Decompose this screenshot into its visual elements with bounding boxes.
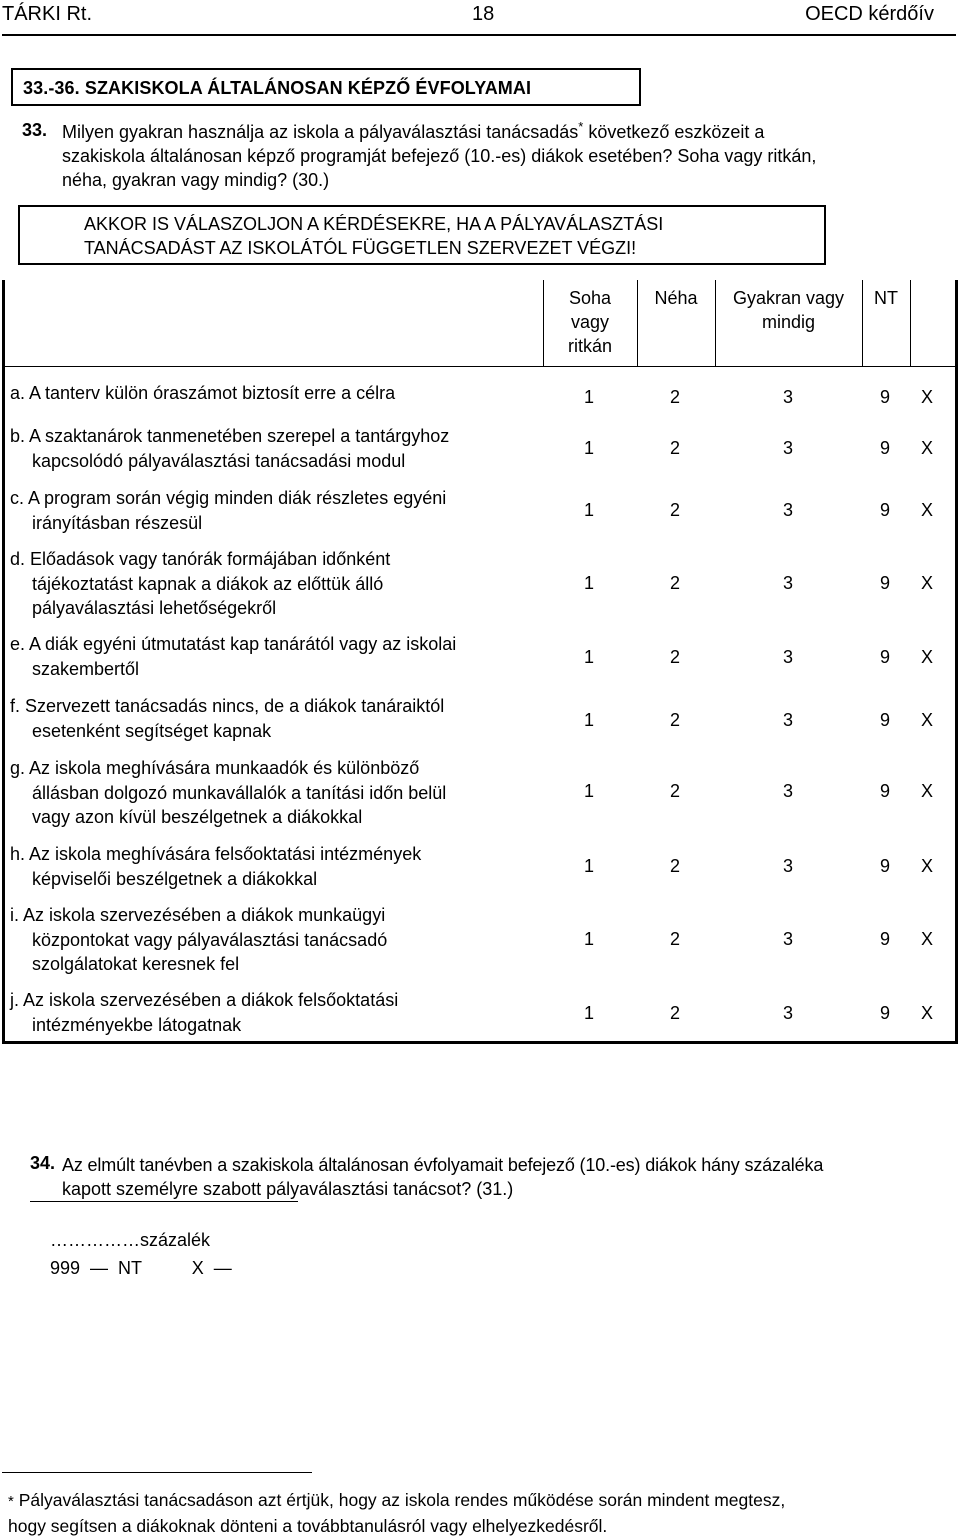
- response-code-option[interactable]: 3: [783, 929, 794, 949]
- q33-text-line1: Milyen gyakran használja az iskola a pályaválasztási tanácsadás* következő eszközeit a: [62, 119, 765, 142]
- response-code-option[interactable]: 9: [880, 500, 891, 520]
- response-code-option[interactable]: X: [921, 387, 934, 407]
- item-text-line: a. A tanterv külön óraszámot biztosít erre a célra: [10, 383, 396, 403]
- response-code-option[interactable]: 9: [880, 647, 891, 667]
- q34-answer-blank[interactable]: ……………százalék: [50, 1230, 211, 1250]
- header-rule: [2, 34, 956, 36]
- table-row-item: [10, 842, 540, 891]
- item-text-line: vagy azon kívül beszélgetnek a diákokkal: [32, 807, 363, 827]
- response-code-option[interactable]: X: [921, 500, 934, 520]
- item-text-line: irányításban részesül: [32, 512, 203, 533]
- response-code-option[interactable]: 1: [584, 438, 595, 458]
- response-code-option[interactable]: X: [921, 856, 934, 876]
- header-row-divider: [2, 366, 958, 367]
- response-code-option[interactable]: 1: [584, 710, 595, 730]
- page-number: 18: [472, 3, 495, 25]
- response-code-option[interactable]: 3: [783, 387, 794, 407]
- table-row-item: [10, 486, 540, 535]
- response-code-option[interactable]: 1: [584, 500, 595, 520]
- item-text-line: központokat vagy pályaválasztási tanácsadó: [32, 929, 388, 950]
- response-code-option[interactable]: X: [921, 1003, 934, 1023]
- response-code-option[interactable]: X: [921, 647, 934, 667]
- response-code-option[interactable]: 2: [670, 1003, 681, 1023]
- item-text-line: d. Előadások vagy tanórák formájában időnként: [10, 549, 391, 569]
- section-title-box: [11, 68, 641, 106]
- response-code-option[interactable]: 9: [880, 438, 891, 458]
- section-title: 33.-36. SZAKISKOLA ÁLTALÁNOSAN KÉPZŐ ÉVFOLYAMAI: [23, 78, 532, 98]
- response-code-option[interactable]: 2: [670, 710, 681, 730]
- response-code-option[interactable]: 2: [670, 573, 681, 593]
- response-code-option[interactable]: X: [921, 929, 934, 949]
- response-code-option[interactable]: X: [921, 781, 934, 801]
- table-row-item: [10, 988, 540, 1037]
- response-code-option[interactable]: 2: [670, 438, 681, 458]
- response-code-option[interactable]: 1: [584, 647, 595, 667]
- response-code-option[interactable]: 2: [670, 500, 681, 520]
- table-row-item: [10, 903, 540, 977]
- table-row-item: [10, 547, 540, 621]
- header-left: TÁRKI Rt.: [2, 3, 93, 25]
- column-header-soha: Soha vagy ritkán: [567, 288, 612, 356]
- item-text-line: képviselői beszélgetnek a diákokkal: [32, 868, 318, 889]
- q34-text-line2: kapott személyre szabott pályaválasztási tanácsot? (31.): [62, 1179, 514, 1199]
- item-text-line: j. Az iskola szervezésében a diákok felsőoktatási: [10, 990, 399, 1010]
- q33-text-line2: szakiskola általánosan képző programját befejező (10.-es) diákok esetében? Soha vagy ritkán,: [62, 146, 817, 166]
- instruction-line2: TANÁCSADÁST AZ ISKOLÁTÓL FÜGGETLEN SZERVEZET VÉGZI!: [84, 238, 637, 258]
- item-text-line: e. A diák egyéni útmutatást kap tanárától vagy az iskolai: [10, 634, 457, 654]
- item-text-line: i. Az iskola szervezésében a diákok munkaügyi: [10, 905, 386, 925]
- response-code-option[interactable]: 1: [584, 856, 595, 876]
- q34-nt-option[interactable]: 999 — NT X —: [50, 1258, 232, 1278]
- column-header-neha: Néha: [654, 288, 698, 308]
- item-text-line: pályaválasztási lehetőségekről: [32, 598, 277, 618]
- response-code-option[interactable]: 2: [670, 856, 681, 876]
- response-code-option[interactable]: 9: [880, 387, 891, 407]
- q34-underline: [30, 1201, 298, 1202]
- q34-number: 34.: [30, 1153, 56, 1173]
- response-code-option[interactable]: 1: [584, 1003, 595, 1023]
- table-row-item: [10, 381, 540, 406]
- q33-text-line3: néha, gyakran vagy mindig? (30.): [62, 170, 330, 190]
- footnote-rule: [2, 1472, 312, 1473]
- instruction-line1: AKKOR IS VÁLASZOLJON A KÉRDÉSEKRE, HA A PÁLYAVÁLASZTÁSI: [84, 214, 664, 234]
- response-code-option[interactable]: 3: [783, 856, 794, 876]
- response-code-option[interactable]: 3: [783, 1003, 794, 1023]
- instruction-box: [18, 205, 826, 265]
- response-code-option[interactable]: 2: [670, 647, 681, 667]
- response-code-option[interactable]: 9: [880, 856, 891, 876]
- response-code-option[interactable]: 9: [880, 781, 891, 801]
- table-row-item: [10, 694, 540, 743]
- response-code-option[interactable]: 2: [670, 387, 681, 407]
- header-right: OECD kérdőív: [805, 3, 934, 25]
- response-code-option[interactable]: X: [921, 573, 934, 593]
- response-code-option[interactable]: 2: [670, 929, 681, 949]
- footnote-star-marker: *: [8, 1493, 14, 1510]
- response-code-option[interactable]: 9: [880, 710, 891, 730]
- item-text-line: állásban dolgozó munkavállalók a tanítási időn belül: [32, 782, 447, 803]
- response-code-option[interactable]: 9: [880, 929, 891, 949]
- footnote: * Pályaválasztási tanácsadáson azt értjük, hogy az iskola rendes működése során mindent megtesz, hogy segítsen a diákoknak dönteni a továbbtanulásról vagy elhelyezkedésről.: [8, 1490, 786, 1536]
- column-divider: [910, 280, 911, 366]
- item-text-line: g. Az iskola meghívására munkaadók és különböző: [10, 758, 420, 778]
- item-text-line: c. A program során végig minden diák részletes egyéni: [10, 488, 447, 508]
- response-code-option[interactable]: 9: [880, 1003, 891, 1023]
- response-code-option[interactable]: 3: [783, 438, 794, 458]
- response-code-option[interactable]: 2: [670, 781, 681, 801]
- response-code-option[interactable]: 3: [783, 647, 794, 667]
- response-code-option[interactable]: 3: [783, 781, 794, 801]
- q34-text-line1: Az elmúlt tanévben a szakiskola általánosan évfolyamait befejező (10.-es) diákok hány százaléka: [62, 1155, 824, 1175]
- column-header-gyakran: Gyakran vagy mindig: [732, 288, 845, 332]
- item-text-line: intézményekbe látogatnak: [32, 1014, 242, 1035]
- item-text-line: szakembertől: [32, 658, 140, 679]
- table-row-item: [10, 424, 540, 473]
- item-text-line: b. A szaktanárok tanmenetében szerepel a tantárgyhoz: [10, 426, 450, 446]
- item-text-line: kapcsolódó pályaválasztási tanácsadási modul: [32, 450, 406, 471]
- response-code-option[interactable]: 1: [584, 781, 595, 801]
- response-code-option[interactable]: X: [921, 438, 934, 458]
- response-code-option[interactable]: 9: [880, 573, 891, 593]
- response-code-option[interactable]: 1: [584, 929, 595, 949]
- item-text-line: h. Az iskola meghívására felsőoktatási intézmények: [10, 844, 422, 864]
- response-code-option[interactable]: X: [921, 710, 934, 730]
- item-text-line: szolgálatokat keresnek fel: [32, 954, 240, 974]
- q33-number: 33.: [22, 120, 48, 140]
- column-header-nt: NT: [874, 288, 898, 308]
- table-row-item: [10, 756, 540, 830]
- response-code-option[interactable]: 3: [783, 500, 794, 520]
- item-text-line: esetenként segítséget kapnak: [32, 720, 272, 741]
- item-text-line: f. Szervezett tanácsadás nincs, de a diákok tanáraiktól: [10, 696, 445, 716]
- table-row-item: [10, 632, 540, 681]
- response-code-option[interactable]: 1: [584, 573, 595, 593]
- response-code-option[interactable]: 3: [783, 573, 794, 593]
- response-code-option[interactable]: 1: [584, 387, 595, 407]
- item-text-line: tájékoztatást kapnak a diákok az előttük álló: [32, 573, 384, 594]
- response-code-option[interactable]: 3: [783, 710, 794, 730]
- footnote-star: *: [578, 119, 584, 134]
